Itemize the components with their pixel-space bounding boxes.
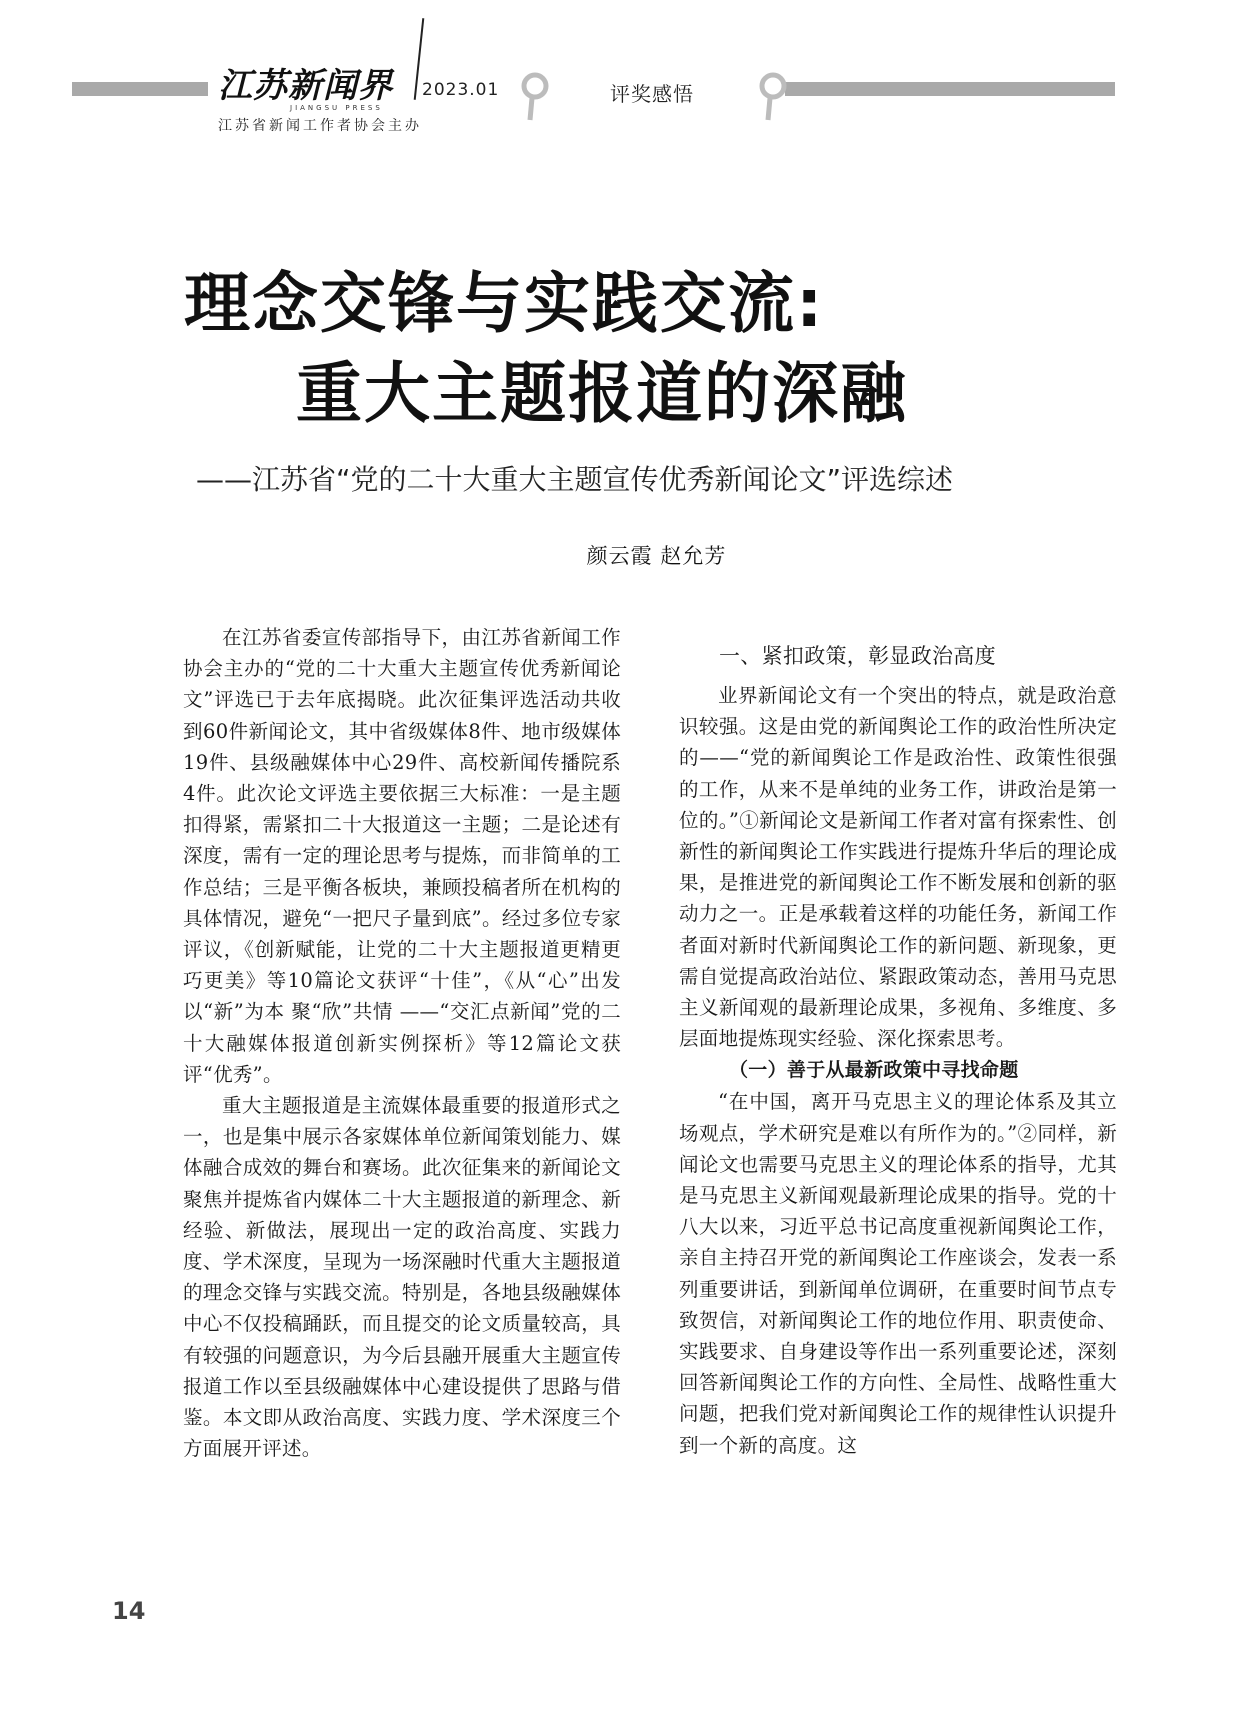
- section-heading: 一、紧扣政策，彰显政治高度: [719, 644, 996, 668]
- paragraph: “在中国，离开马克思主义的理论体系及其立场观点，学术研究是难以有所作为的。”②同样，新闻论文也需要马克思主义的理论体系的指导，尤其是马克思主义新闻观最新理论成果的指导。党的十八大以来，习近平总书记高度重视新闻舆论工作，亲自主持召开党的新闻舆论工作座谈会，发表一系列重要讲话，到新闻单位调研，在重要时间节点专致贺信，对新闻舆论工作的地位作用、职责使命、实践要求、自身建设等作出一系列重要论述，深刻回答新闻舆论工作的方向性、全局性、战略性重大问题，把我们党对新闻舆论工作的规律性认识提升到一个新的高度。这: [679, 1090, 1117, 1457]
- header-bar-right: [785, 82, 1115, 96]
- header-bar-left: [72, 82, 208, 96]
- masthead-english: JIANGSU PRESS: [290, 104, 383, 112]
- article-authors: 颜云霞 赵允芳: [586, 544, 727, 568]
- masthead: 江苏新闻界: [218, 66, 393, 106]
- page-number: 14: [112, 1597, 146, 1625]
- map-pin-icon: [758, 72, 788, 122]
- paragraph: 业界新闻论文有一个突出的特点，就是政治意识较强。这是由党的新闻舆论工作的政治性所决定的——“党的新闻舆论工作是政治性、政策性很强的工作，从来不是单纯的业务工作，讲政治是第一位的。”①新闻论文是新闻工作者对富有探索性、创新性的新闻舆论工作实践进行提炼升华后的理论成果，是推进党的新闻舆论工作不断发展和创新的驱动力之一。正是承载着这样的功能任务，新闻工作者面对新时代新闻舆论工作的新问题、新现象，更需自觉提高政治站位、紧跟政策动态，善用马克思主义新闻观的最新理论成果，多视角、多维度、多层面地提炼现实经验、深化探索思考。: [679, 684, 1117, 1051]
- map-pin-icon: [520, 72, 550, 122]
- paragraph: 重大主题报道是主流媒体最重要的报道形式之一，也是集中展示各家媒体单位新闻策划能力、媒体融合成效的舞台和赛场。此次征集来的新闻论文聚焦并提炼省内媒体二十大主题报道的新理念、新经验、新做法，展现出一定的政治高度、实践力度、学术深度，呈现为一场深融时代重大主题报道的理念交锋与实践交流。特别是，各地县级融媒体中心不仅投稿踊跃，而且提交的论文质量较高，具有较强的问题意识，为今后县融开展重大主题宣传报道工作以至县级融媒体中心建设提供了思路与借鉴。本文即从政治高度、实践力度、学术深度三个方面展开评述。: [183, 1094, 621, 1461]
- left-column: [183, 622, 621, 1464]
- sponsor-line: 江苏省新闻工作者协会主办: [218, 118, 422, 134]
- section-label: 评奖感悟: [610, 82, 694, 106]
- article-subtitle: ——江苏省“党的二十大重大主题宣传优秀新闻论文”评选综述: [196, 463, 954, 496]
- article-title-line1: 理念交锋与实践交流:: [184, 265, 825, 342]
- right-column: [679, 638, 1117, 1461]
- article-title-line2: 重大主题报道的深融: [296, 355, 908, 432]
- paragraph: 在江苏省委宣传部指导下，由江苏省新闻工作协会主办的“党的二十大重大主题宣传优秀新闻论文”评选已于去年底揭晓。此次征集评选活动共收到60件新闻论文，其中省级媒体8件、地市级媒体19件、县级融媒体中心29件、高校新闻传播院系4件。此次论文评选主要依据三大标准：一是主题扣得紧，需紧扣二十大报道这一主题；二是论述有深度，需有一定的理论思考与提炼，而非简单的工作总结；三是平衡各板块，兼顾投稿者所在机构的具体情况，避免“一把尺子量到底”。经过多位专家评议，《创新赋能，让党的二十大主题报道更精更巧更美》等10篇论文获评“十佳”，《从“心”出发 以“新”为本 聚“欣”共情 ——“交汇点新闻”党的二十大融媒体报道创新实例探析》等12篇论文获评“优秀”。: [183, 626, 621, 1086]
- subsection-heading: （一）善于从最新政策中寻找命题: [729, 1059, 1019, 1082]
- issue-number: 2023.01: [422, 80, 500, 100]
